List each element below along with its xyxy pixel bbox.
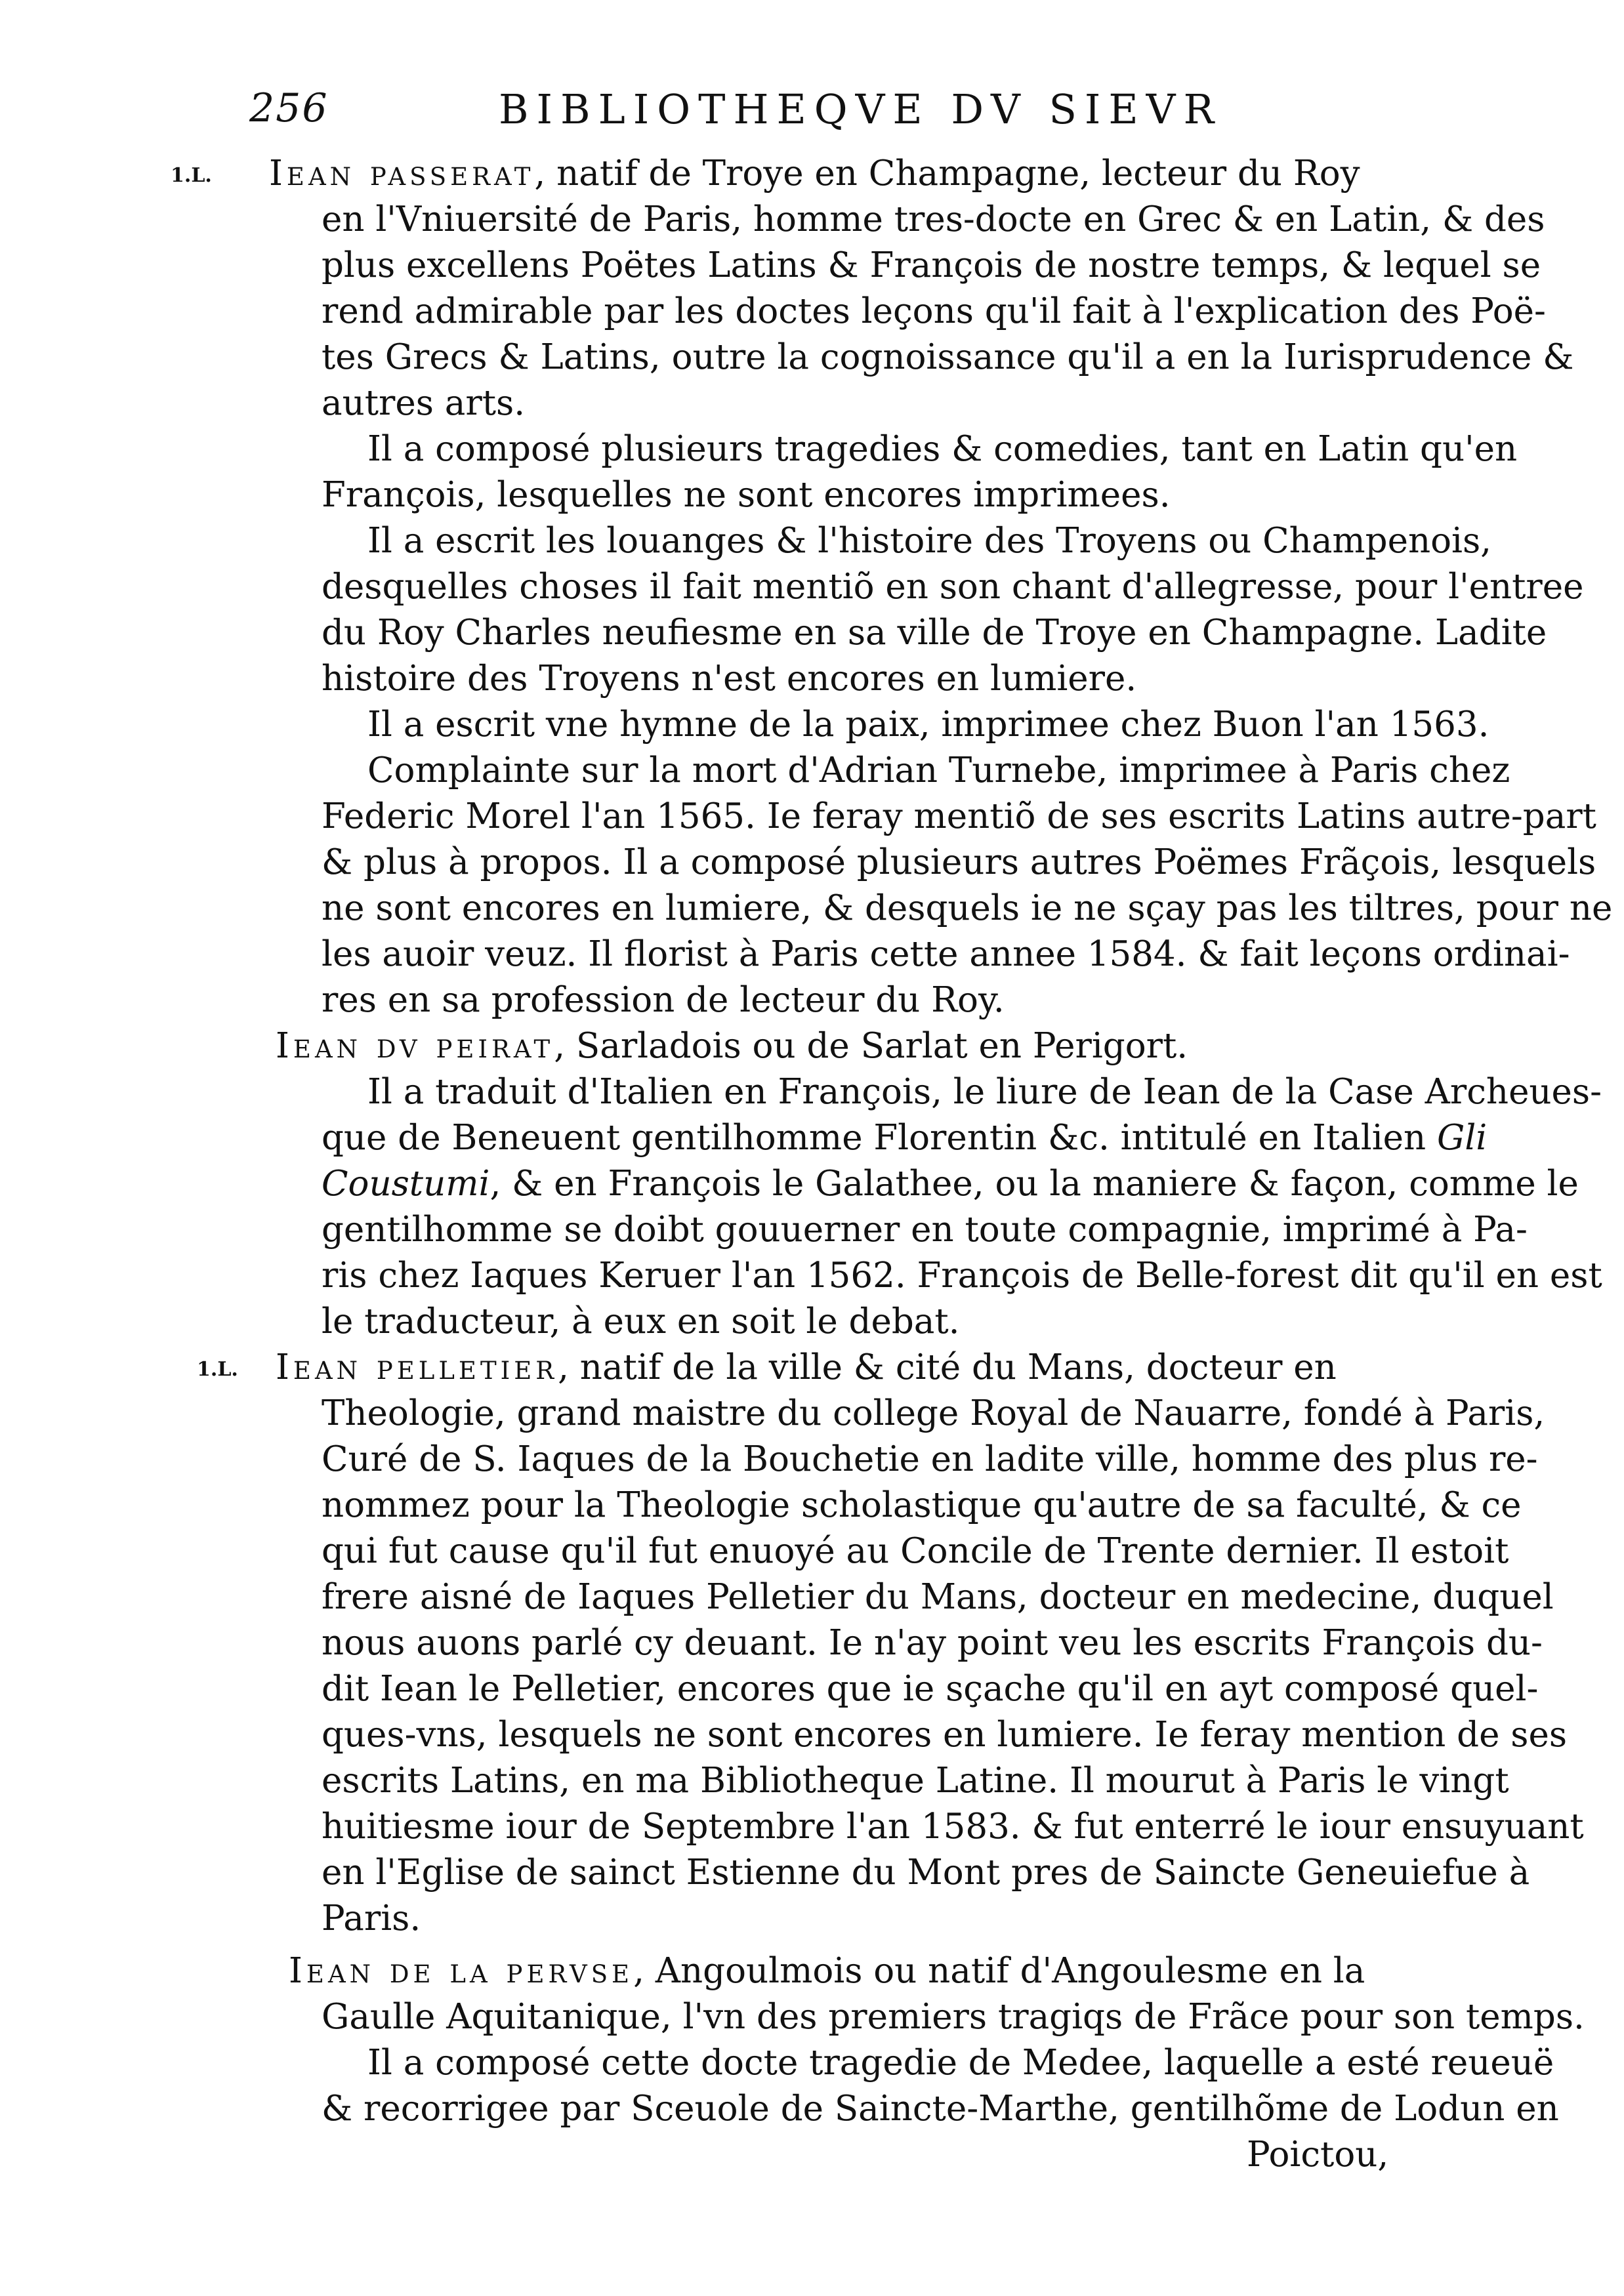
text-line: tes Grecs & Latins, outre la cognoissance qu'il a en la Iurisprudence & [322, 337, 1574, 377]
text-line: Il a traduit d'Italien en François, le liure de Iean de la Case Archeues- [367, 1072, 1602, 1112]
text-line: & recorrigee par Sceuole de Saincte-Marthe, gentilhõme de Lodun en [322, 2089, 1559, 2129]
entry-text: que de Beneuent gentilhomme Florentin &c. intitulé en Italien [322, 1118, 1438, 1158]
text-line: plus excellens Poëtes Latins & François de nostre temps, & lequel se [322, 245, 1541, 285]
text-line: dit Iean le Pelletier, encores que ie sçache qu'il en ayt composé quel- [322, 1669, 1539, 1709]
entry-name-peruse: Iean de la pervse [289, 1951, 634, 1991]
text-line: huitiesme iour de Septembre l'an 1583. & fut enterré le iour ensuyuant [322, 1807, 1584, 1847]
text-line: Gaulle Aquitanique, l'vn des premiers tragiqs de Frãce pour son temps. [322, 1997, 1585, 2037]
entry-line [276, 1345, 1337, 1391]
text-line: en l'Eglise de sainct Estienne du Mont pres de Saincte Geneuiefue à [322, 1853, 1530, 1893]
entry-line [269, 151, 1360, 197]
text-line: Federic Morel l'an 1565. Ie feray mentiõ de ses escrits Latins autre-part [322, 796, 1596, 836]
entry-name-passerat: Iean passerat [269, 154, 535, 194]
entry-text: , Sarladois ou de Sarlat en Perigort. [554, 1026, 1188, 1066]
margin-mark-pelletier: 1.L. [197, 1358, 238, 1381]
page-number: 256 [249, 85, 329, 131]
page-header [249, 85, 1312, 144]
entry-text: , & en François le Galathee, ou la maniere & façon, comme le [489, 1164, 1579, 1204]
text-line: Il a composé plusieurs tragedies & comedies, tant en Latin qu'en [367, 429, 1518, 469]
text-line: François, lesquelles ne sont encores imprimees. [322, 475, 1171, 515]
margin-mark-passerat: 1.L. [171, 164, 212, 187]
text-line: le traducteur, à eux en soit le debat. [322, 1302, 960, 1342]
text-line: Il a escrit vne hymne de la paix, imprimee chez Buon l'an 1563. [367, 705, 1489, 745]
running-title: BIBLIOTHEQVE DV SIEVR [499, 85, 1222, 133]
text-line: les auoir veuz. Il florist à Paris cette annee 1584. & fait leçons ordinai- [322, 934, 1570, 974]
text-line: nous auons parlé cy deuant. Ie n'ay point veu les escrits François du- [322, 1623, 1543, 1663]
entry-name-peirat: Iean dv peirat [276, 1026, 554, 1066]
text-line: frere aisné de Iaques Pelletier du Mans, docteur en medecine, duquel [322, 1577, 1554, 1617]
entry-line [276, 1023, 1188, 1069]
text-line: res en sa profession de lecteur du Roy. [322, 980, 1005, 1020]
text-line: en l'Vniuersité de Paris, homme tres-docte en Grec & en Latin, & des [322, 199, 1545, 239]
text-line: ne sont encores en lumiere, & desquels ie ne sçay pas les tiltres, pour ne [322, 888, 1613, 928]
entry-text: , Angoulmois ou natif d'Angoulesme en la [633, 1951, 1365, 1991]
entry-line [322, 1115, 1487, 1161]
text-line: ris chez Iaques Keruer l'an 1562. François de Belle-forest dit qu'il en est [322, 1256, 1602, 1296]
text-line: rend admirable par les doctes leçons qu'il fait à l'explication des Poë- [322, 291, 1546, 331]
italic-title: Coustumi [322, 1164, 490, 1204]
text-line: Il a composé cette docte tragedie de Medee, laquelle a esté reueuë [367, 2043, 1554, 2083]
text-line: gentilhomme se doibt gouuerner en toute compagnie, imprimé à Pa- [322, 1210, 1528, 1250]
entry-text: , natif de la ville & cité du Mans, docteur en [558, 1347, 1337, 1387]
text-line: autres arts. [322, 383, 526, 423]
entry-line [289, 1948, 1365, 1994]
entry-line [322, 1161, 1579, 1207]
text-line: Curé de S. Iaques de la Bouchetie en ladite ville, homme des plus re- [322, 1439, 1538, 1479]
text-line: qui fut cause qu'il fut enuoyé au Concile de Trente dernier. Il estoit [322, 1531, 1509, 1571]
text-line: Complainte sur la mort d'Adrian Turnebe, imprimee à Paris chez [367, 750, 1510, 790]
text-line: desquelles choses il fait mentiõ en son chant d'allegresse, pour l'entree [322, 567, 1584, 607]
text-line: escrits Latins, en ma Bibliotheque Latine. Il mourut à Paris le vingt [322, 1761, 1509, 1801]
text-line: Paris. [322, 1898, 421, 1938]
text-line: Theologie, grand maistre du college Royal de Nauarre, fondé à Paris, [322, 1393, 1545, 1433]
text-line: histoire des Troyens n'est encores en lumiere. [322, 659, 1137, 699]
entry-name-pelletier: Iean pelletier [276, 1347, 558, 1387]
text-line: & plus à propos. Il a composé plusieurs autres Poëmes Frãçois, lesquels [322, 842, 1596, 882]
text-line: du Roy Charles neufiesme en sa ville de Troye en Champagne. Ladite [322, 613, 1547, 653]
text-line: nommez pour la Theologie scholastique qu'autre de sa faculté, & ce [322, 1485, 1522, 1525]
text-line: Il a escrit les louanges & l'histoire des Troyens ou Champenois, [367, 521, 1492, 561]
italic-title: Gli [1437, 1118, 1488, 1158]
entry-text: , natif de Troye en Champagne, lecteur du Roy [534, 154, 1360, 194]
text-line: ques-vns, lesquels ne sont encores en lumiere. Ie feray mention de ses [322, 1715, 1568, 1755]
catchword: Poictou, [1247, 2135, 1389, 2175]
